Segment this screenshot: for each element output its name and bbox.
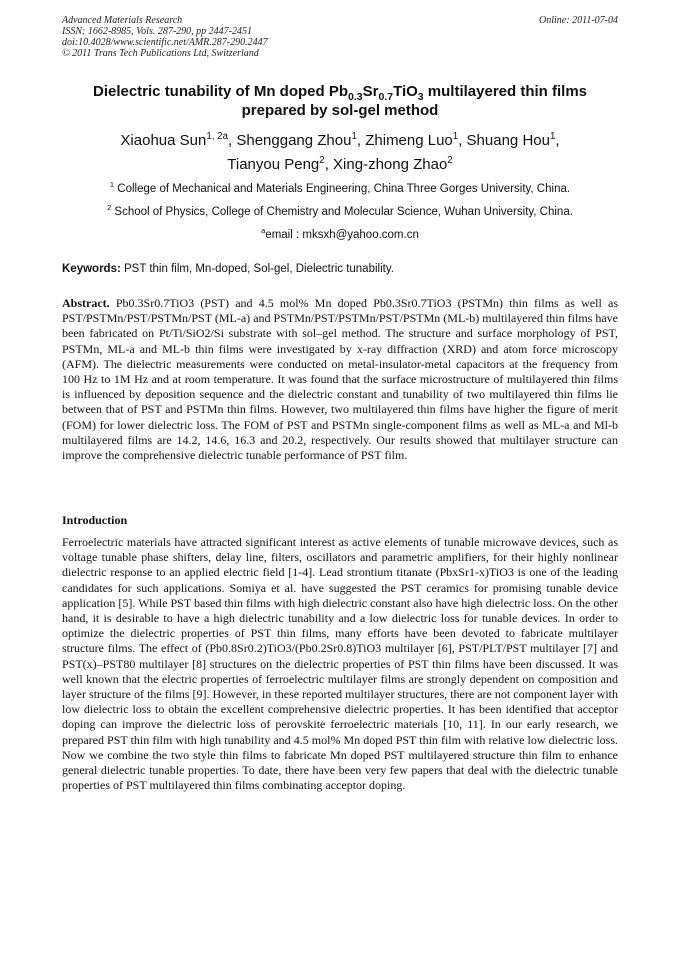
author-affiliation-mark: 1, 2a [206, 131, 229, 142]
author-affiliation-mark: 1 [452, 131, 459, 142]
title-part: multilayered thin films prepared by sol-gel method [241, 83, 588, 119]
affiliation-1 [62, 182, 618, 196]
doi-line: doi:10.4028/www.scientific.net/AMR.287-290.2447 [62, 37, 268, 48]
author-list [62, 129, 618, 177]
author-separator: , [555, 132, 560, 149]
title-subscript: 3 [417, 91, 424, 103]
author-affiliation-mark: 2 [319, 155, 325, 166]
journal-name: Advanced Materials Research [62, 15, 183, 26]
paper-title [62, 82, 618, 120]
author-line-2 [62, 153, 618, 177]
abstract-label: Abstract. [62, 296, 110, 310]
affiliation-mark: 1 [109, 180, 115, 190]
title-subscript: 0.3 [348, 91, 363, 103]
title-part: TiO [393, 83, 418, 100]
affiliation-mark: 2 [107, 203, 112, 213]
author-name: , Xing-zhong Zhao [324, 156, 448, 173]
author-line-1 [62, 129, 618, 153]
keywords-text: PST thin film, Mn-doped, Sol-gel, Dielectric tunability. [120, 263, 394, 275]
author-name: , Shenggang Zhou [228, 132, 352, 149]
author-affiliation-mark: 1 [351, 131, 357, 142]
title-subscript: 0.7 [378, 91, 394, 103]
copyright-line: © 2011 Trans Tech Publications Ltd, Switzerland [62, 48, 259, 59]
abstract [62, 296, 618, 463]
affiliation-2 [62, 205, 618, 219]
keywords-label: Keywords: [62, 263, 121, 275]
author-name: Xiaohua Sun [120, 132, 207, 149]
title-part: Dielectric tunability of Mn doped Pb [92, 83, 348, 100]
email-mark: a [261, 226, 266, 236]
title-part: Sr [362, 83, 379, 100]
online-date: Online: 2011-07-04 [539, 15, 618, 26]
issn-line: ISSN: 1662-8985, Vols. 287-290, pp 2447-2451 [62, 26, 252, 37]
author-name: , Shuang Hou [458, 132, 550, 149]
email-line [62, 228, 618, 242]
author-name: Tianyou Peng [227, 156, 320, 173]
introduction-text: Ferroelectric materials have attracted significant interest as active elements of tunable microwave devices, such as voltage tunable phase shifters, delay line, filters, oscillators and parametric amplifiers, for their highly nonlinear dielectric response to an applied electric field [1-4]. Lead strontium titanate (PbxSr1-x)TiO3 is one of the leading candidates for such applications. Somiya et al. have suggested the PST ceramics for promising tunable device application [5]. While PST based thin films with high dielectric constant also have high dielectric loss. On the other hand, it is desirable to have a high dielectric tunability and a low dielectric loss for tunable devices. In order to optimize the dielectric properties of PST thin films, many efforts have been devoted to fabricate multilayer structure films. The effect of (Pb0.8Sr0.2)TiO3/(Pb0.2Sr0.8)TiO3 multilayer [6], PST/PLT/PST multilayer [7] and PST(x)–PST80 multilayer [8] structures on the dielectric properties of PST thin films have been discussed. It was well known that the electric properties of ferroelectric multilayer films are strongly dependent on composition and layer structure of the films [9]. However, in these reported multilayer structures, there are not component layer with low dielectric loss to obtain the excellent comprehensive dielectric properties. It has been identified that acceptor doping can improve the dielectric loss of perovskite ferroelectric materials [10, 11]. In our early research, we prepared PST thin film with high tunability and 4.5 mol% Mn doped PST thin film with relative low dielectric loss. Now we combine the two style thin films to fabricate Mn doped PST multilayered structure thin film to enhance general dielectric tunable properties. To date, there have been very few papers that deal with the dielectric tunable properties of PST multilayered thin films combinating acceptor doping. [62, 535, 618, 793]
abstract-text: Pb0.3Sr0.7TiO3 (PST) and 4.5 mol% Mn doped Pb0.3Sr0.7TiO3 (PSTMn) thin films as well as PST/PSTMn/PST/PSTMn/PST (ML-a) and PSTMn/PST/PSTMn/PST/PSTMn (ML-b) multilayered thin films have been fabricated on Pt/Ti/SiO2/Si substrate with sol–gel method. The structure and surface morphology of PST, PSTMn, ML-a and ML-b thin films were investigated by x-ray diffraction (XRD) and atom force microscopy (AFM). The dielectric measurements were conducted on metal-insulator-metal capacitors at the frequency from 100 Hz to 1M Hz and at room temperature. It was found that the surface microstructure of multilayered thin films is influenced by deposition sequence and the dielectric constant and tunability of two multilayered thin films lie between that of PST and PSTMn thin films. However, two multilayered thin films have higher the figure of merit (FOM) for lower dielectric loss. The FOM of PST and PSTMn single-component films as well as ML-a and Ml-b multilayered films are 14.2, 14.6, 16.3 and 20.2, respectively. Our results showed that multilayer structure can improve the comprehensive dielectric tunable performance of PST film. [62, 296, 618, 463]
email-address: email : mksxh@yahoo.com.cn [265, 229, 419, 241]
keywords [62, 262, 618, 276]
affiliation-text: College of Mechanical and Materials Engineering, China Three Gorges University, China. [114, 183, 571, 195]
author-name: , Zhimeng Luo [356, 132, 453, 149]
author-affiliation-mark: 2 [447, 155, 453, 166]
introduction-heading: Introduction [62, 513, 128, 527]
author-affiliation-mark: 1 [549, 131, 556, 142]
journal-header [62, 15, 618, 59]
affiliation-text: School of Physics, College of Chemistry and Molecular Science, Wuhan University, China. [111, 206, 573, 218]
